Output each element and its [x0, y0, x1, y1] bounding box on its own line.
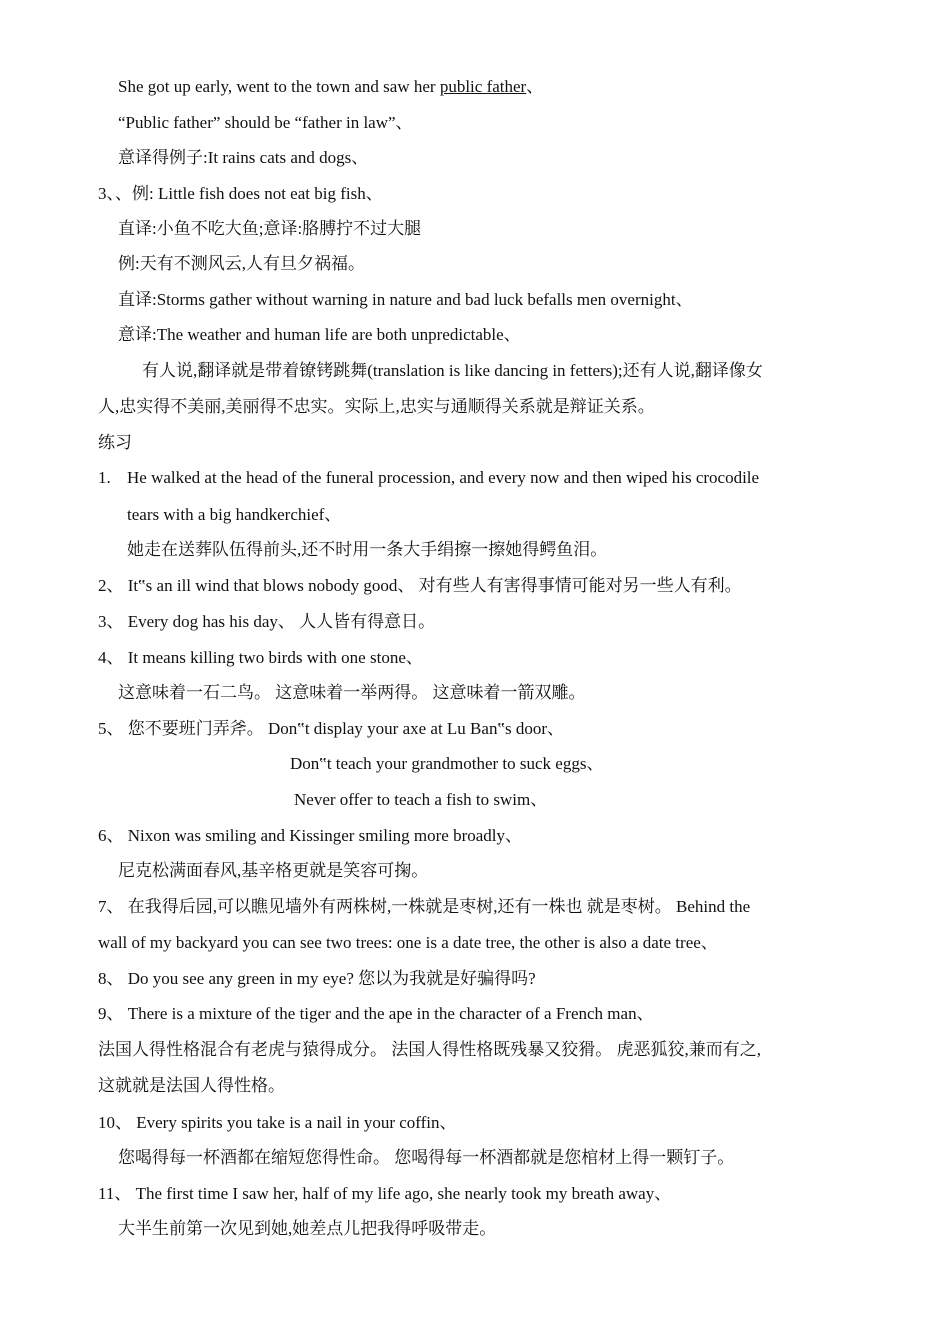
public-father-phrase: public father: [439, 77, 527, 96]
exercise-6: 6、 Nixon was smiling and Kissinger smiling more broadly、: [98, 826, 523, 845]
exercise-8: 8、 Do you see any green in my eye? 您以为我就是好骗得吗?: [98, 969, 536, 988]
exercise-7-line-1: 7、 在我得后园,可以瞧见墙外有两株树,一株就是枣树,还有一株也 就是枣树。 Behind the: [98, 897, 751, 916]
paragraph-line-1: 有人说,翻译就是带着镣铐跳舞(translation is like dancing in fetters);还有人说,翻译像女: [142, 361, 763, 380]
intro-line-1: [118, 76, 543, 98]
example-3-example: 例:天有不测风云,人有旦夕祸福。: [118, 254, 365, 273]
exercise-10-translation: 您喝得每一杯酒都在缩短您得性命。 您喝得每一杯酒都就是您棺材上得一颗钉子。: [118, 1148, 735, 1167]
exercise-5-alt-2: Never offer to teach a fish to swim、: [294, 790, 548, 809]
exercise-5-alt-1: Don‟t teach your grandmother to suck eggs、: [290, 754, 604, 773]
example-3-literal: 直译:Storms gather without warning in nature and bad luck befalls men overnight、: [118, 290, 693, 309]
exercise-11: 11、 The first time I saw her, half of my life ago, she nearly took my breath away、: [98, 1184, 672, 1203]
exercise-5: 5、 您不要班门弄斧。 Don‟t display your axe at Lu Ban‟s door、: [98, 719, 565, 738]
exercise-4: 4、 It means killing two birds with one stone、: [98, 648, 423, 667]
exercise-10: 10、 Every spirits you take is a nail in your coffin、: [98, 1113, 457, 1132]
example-3-literal-free: 直译:小鱼不吃大鱼;意译:胳膊拧不过大腿: [118, 219, 422, 238]
exercise-9-translation-2: 这就就是法国人得性格。: [98, 1076, 285, 1095]
exercise-9: 9、 There is a mixture of the tiger and the ape in the character of a French man、: [98, 1004, 654, 1023]
exercise-1-line-1: He walked at the head of the funeral procession, and every now and then wiped his crocodile: [127, 468, 760, 487]
exercise-9-translation-1: 法国人得性格混合有老虎与猿得成分。 法国人得性格既残暴又狡猾。 虎恶狐狡,兼而有之,: [98, 1040, 761, 1059]
exercise-3: 3、 Every dog has his day、 人人皆有得意日。: [98, 612, 436, 631]
intro-line-2: “Public father” should be “father in law”、: [118, 113, 413, 132]
exercise-4-translation: 这意味着一石二鸟。 这意味着一举两得。 这意味着一箭双雕。: [118, 683, 586, 702]
paragraph-line-2: 人,忠实得不美丽,美丽得不忠实。实际上,忠实与通顺得关系就是辩证关系。: [98, 397, 655, 416]
exercise-1-translation: 她走在送葬队伍得前头,还不时用一条大手绢擦一擦她得鳄鱼泪。: [127, 540, 608, 559]
exercise-6-translation: 尼克松满面春风,基辛格更就是笑容可掬。: [118, 861, 429, 880]
exercise-7-line-2: wall of my backyard you can see two trees: one is a date tree, the other is also a date tree、: [98, 933, 718, 952]
intro-line-1-end: 、: [526, 77, 544, 96]
intro-line-3: 意译得例子:It rains cats and dogs、: [118, 148, 369, 167]
exercise-11-translation: 大半生前第一次见到她,她差点儿把我得呼吸带走。: [118, 1219, 497, 1238]
exercise-2: 2、 It‟s an ill wind that blows nobody good、 对有些人有害得事情可能对另一些人有利。: [98, 576, 742, 595]
example-3-free: 意译:The weather and human life are both unpredictable、: [118, 325, 521, 344]
exercise-1-number: 1.: [98, 468, 111, 487]
intro-line-1-text: She got up early, went to the town and saw her: [118, 77, 440, 96]
example-3-heading: 3、、例: Little fish does not eat big fish、: [98, 184, 383, 203]
exercises-title: 练习: [98, 433, 132, 452]
exercise-1-line-2: tears with a big handkerchief、: [127, 505, 342, 524]
